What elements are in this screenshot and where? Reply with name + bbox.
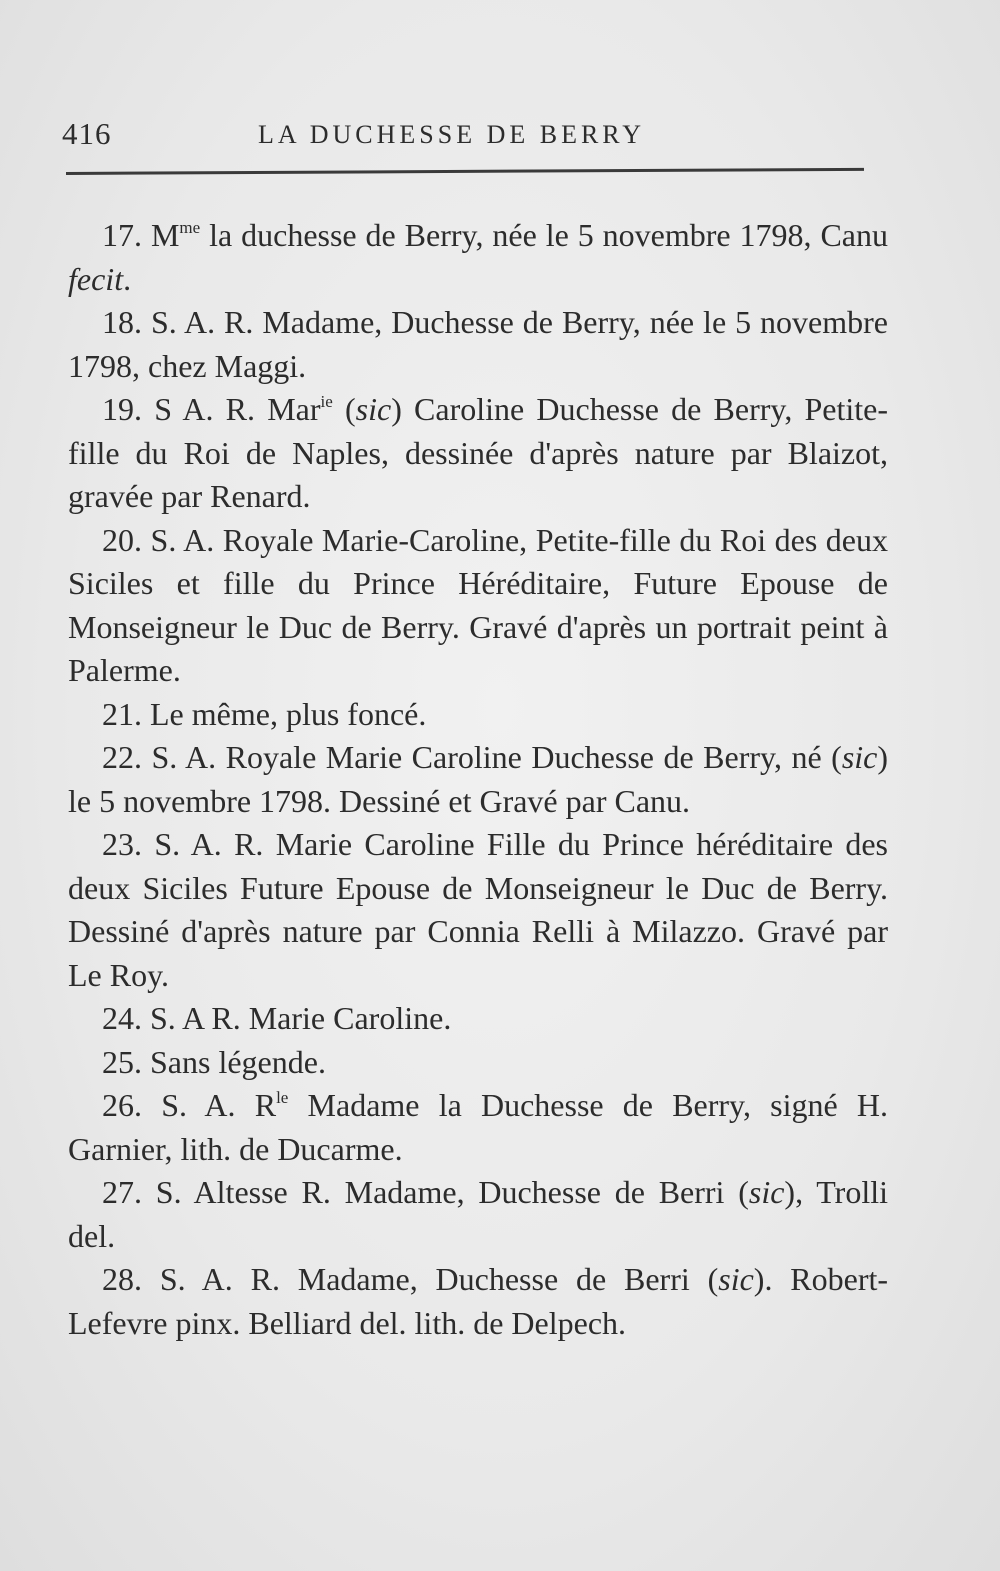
entry-text-start: S. A. R <box>161 1087 277 1123</box>
entry-text: Madame la Duchesse de Berry, signé H. Garnier, lith. de Ducarme. <box>68 1087 889 1167</box>
header-rule <box>66 168 864 175</box>
entry-number: 17. <box>102 217 142 253</box>
page-header <box>62 110 862 158</box>
italic-text: sic <box>748 1174 785 1210</box>
entry-28 <box>68 1258 888 1345</box>
entry-text: S. A. Royale Marie-Caroline, Petite-fille du Roi des deux Siciles et fille du Prince Héréditaire, Future Epouse de Monseigneur le Duc de Berry. Gravé d'après un portrait peint à Palerme. <box>68 521 889 688</box>
entry-text: Le même, plus foncé. <box>150 695 427 732</box>
entry-text: S. A. R. Madame, Duchesse de Berry, née le 5 novembre 1798, chez Maggi. <box>68 304 889 384</box>
italic-text: sic <box>718 1261 754 1297</box>
entry-number: 23. <box>102 826 142 862</box>
entry-19 <box>68 388 888 519</box>
entry-text: S. A. Royale Marie Caroline Duchesse de Berry, né ( <box>151 739 842 775</box>
entry-number: 21. <box>102 695 142 732</box>
entry-18 <box>68 301 888 388</box>
entry-text: S. Altesse R. Madame, Duchesse de Berri ( <box>155 1174 749 1210</box>
entry-number: 26. <box>102 1087 142 1123</box>
entry-number: 27. <box>102 1174 142 1210</box>
entry-22 <box>68 736 888 823</box>
entry-text: S. A R. Marie Caroline. <box>150 1000 452 1036</box>
entry-text-end: ). Robert-Lefevre pinx. Belliard del. lith. de Delpech. <box>68 1261 889 1341</box>
entry-text-start: M <box>150 217 180 253</box>
entry-text-start: S A. R. Mar <box>154 391 321 427</box>
entry-number: 20. <box>102 521 142 558</box>
superscript: me <box>179 218 201 237</box>
entry-number: 24. <box>102 1000 142 1036</box>
entry-text-end: ) Caroline Duchesse de Berry, Petite-fille du Roi de Naples, dessinée d'après nature par Blaizot, gravée par Renard. <box>68 391 889 514</box>
entry-number: 28. <box>102 1261 142 1297</box>
entry-number: 22. <box>102 739 142 775</box>
entry-text-end: ) le 5 novembre 1798. Dessiné et Gravé par Canu. <box>68 739 889 819</box>
entry-25 <box>68 1041 888 1085</box>
entry-text-end: ), Trolli del. <box>68 1174 889 1254</box>
entry-20 <box>68 519 888 693</box>
superscript: ie <box>320 392 333 411</box>
entry-text: la duchesse de Berry, née le 5 novembre 1798, Canu <box>200 217 889 253</box>
running-title: LA DUCHESSE DE BERRY <box>258 120 645 149</box>
entry-17 <box>68 214 888 301</box>
page-number: 416 <box>62 116 112 151</box>
entry-text: S. A. R. Madame, Duchesse de Berri ( <box>159 1261 719 1297</box>
entry-21 <box>68 693 888 737</box>
entry-text: S. A. R. Marie Caroline Fille du Prince héréditaire des deux Siciles Future Epouse de Monseigneur le Duc de Berry. Dessiné d'après nature par Connia Relli à Milazzo. Gravé par Le Roy. <box>68 826 889 993</box>
italic-text: fecit <box>68 260 124 297</box>
entry-24 <box>68 997 888 1041</box>
entry-number: 19. <box>102 391 142 427</box>
entry-23 <box>68 823 888 997</box>
entry-number: 18. <box>102 304 142 340</box>
italic-text: sic <box>841 739 878 775</box>
superscript: le <box>276 1088 289 1107</box>
entry-26 <box>68 1084 888 1171</box>
entry-27 <box>68 1171 888 1258</box>
italic-text: sic <box>355 391 392 427</box>
entry-number: 25. <box>102 1043 142 1080</box>
entry-text-end: . <box>123 260 132 297</box>
entry-text: ( <box>332 391 356 427</box>
entry-text: Sans légende. <box>150 1043 326 1080</box>
entry-list <box>68 214 888 1345</box>
